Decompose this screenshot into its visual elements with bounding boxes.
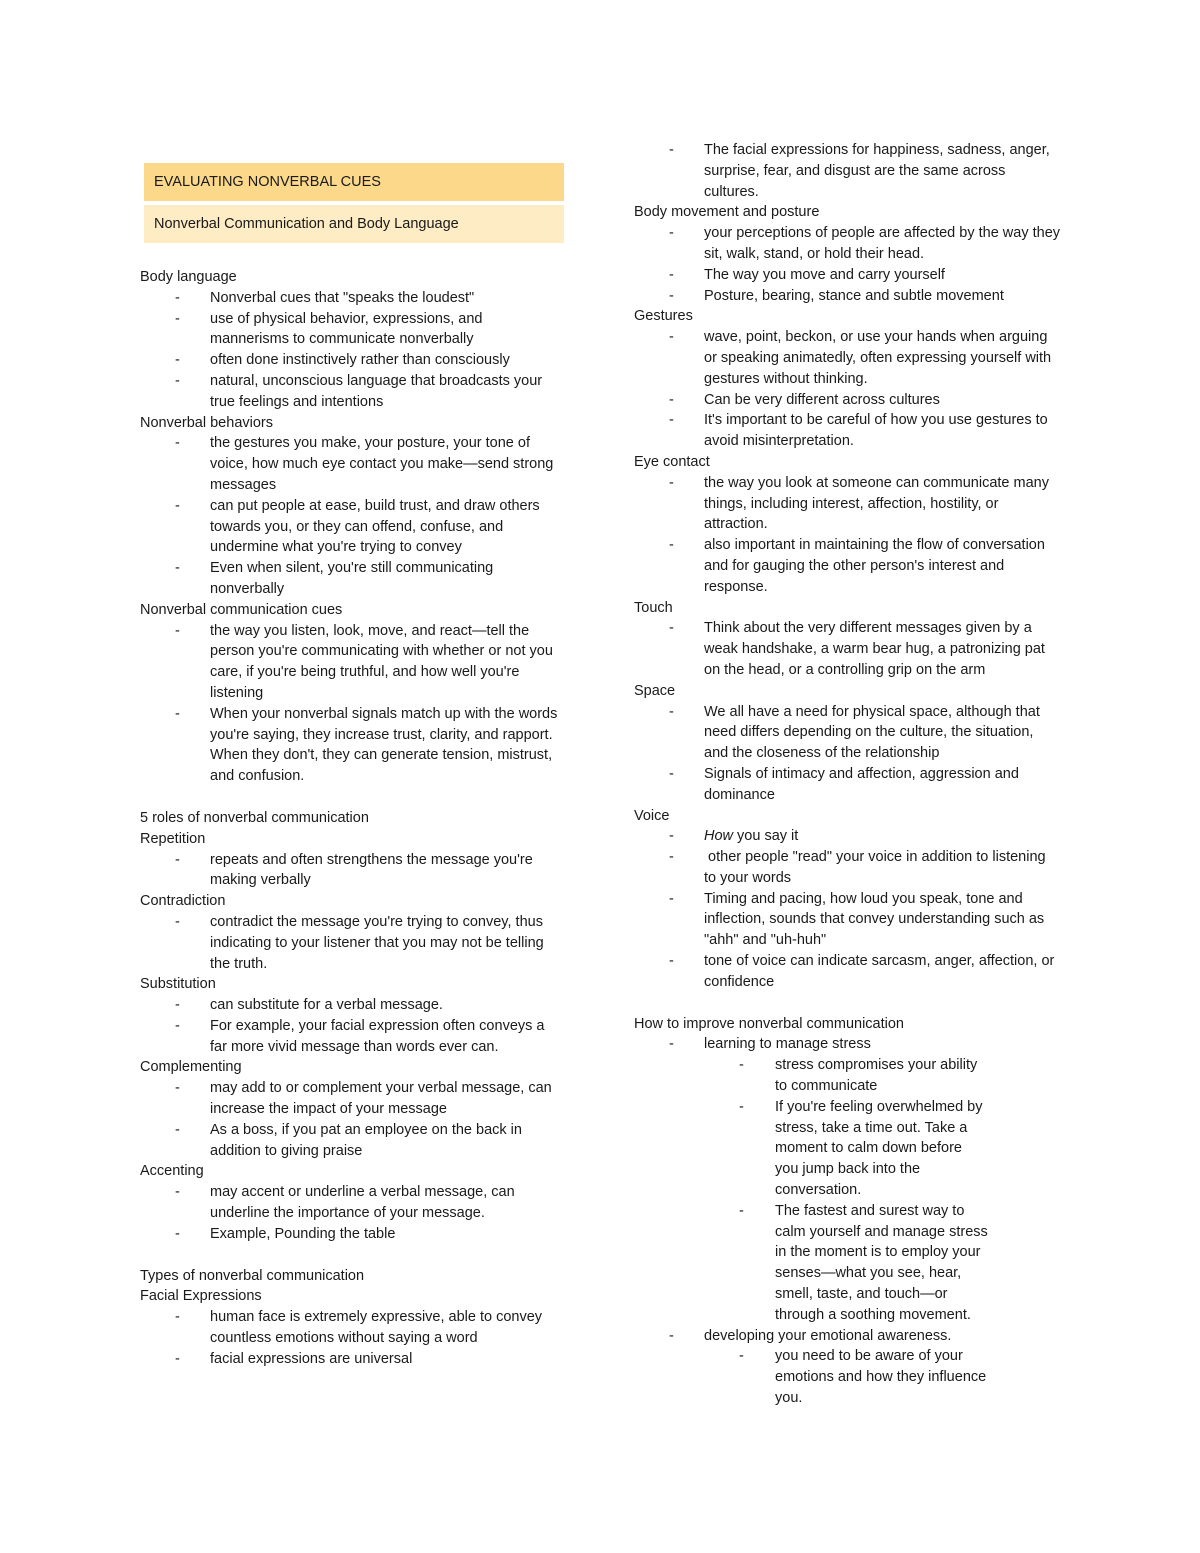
section-heading: Contradiction — [140, 893, 226, 910]
list-item: - other people "read" your voice in addition to listening to your words — [669, 849, 1050, 886]
dash-bullet: - — [669, 142, 674, 158]
section-heading: Nonverbal communication cues — [140, 601, 343, 618]
list-item: - facial expressions are universal — [140, 1349, 560, 1370]
bullet-list — [634, 223, 1074, 306]
dash-bullet: - — [669, 953, 674, 970]
dash-bullet: - — [739, 1202, 744, 1219]
section-heading: Repetition — [140, 830, 206, 847]
dash-bullet: - — [669, 225, 674, 242]
sub-list-item: - The fastest and surest way to calm yourself and manage stress in the moment is to employ your senses—what you see, hear, smell, taste, and touch—or through a soothing movement. — [739, 1202, 988, 1323]
list-item: - natural, unconscious language that broadcasts your true feelings and intentions — [175, 372, 543, 410]
section-heading: Gestures — [634, 308, 693, 325]
list-item: - It's important to be careful of how you use gestures to avoid misinterpretation. — [669, 412, 1048, 450]
dash-bullet: - — [669, 412, 674, 429]
dash-bullet: - — [175, 435, 180, 452]
list-item: - contradict the message you're trying to convey, thus indicating to your listener that you may not be telling the truth. — [175, 913, 544, 972]
dash-bullet: - — [739, 1348, 744, 1365]
list-item: - Signals of intimacy and affection, aggression and dominance — [669, 765, 1019, 803]
section-heading: Body language — [140, 269, 237, 285]
list-item: - Can be very different across cultures — [634, 390, 1060, 411]
bullet-list — [140, 1182, 580, 1244]
bullet-list — [634, 140, 1074, 202]
spacer — [140, 1245, 580, 1266]
list-item: - Timing and pacing, how loud you speak, tone and inflection, sounds that convey understanding such as "ahh" and "uh-huh" — [669, 890, 1045, 949]
list-item: - also important in maintaining the flow of conversation and for gauging the other person's interest and response. — [669, 537, 1045, 595]
dash-bullet: - — [175, 560, 180, 577]
dash-bullet: - — [669, 266, 674, 283]
dash-bullet: - — [175, 1080, 180, 1097]
dash-bullet: - — [175, 913, 180, 930]
section-heading: Eye contact — [634, 453, 710, 470]
dash-bullet: - — [175, 997, 180, 1014]
list-item: - Think about the very different messages given by a weak handshake, a warm bear hug, a patronizing pat on the head, or a controlling grip on the arm — [669, 620, 1045, 678]
bullet-list — [140, 621, 580, 787]
dash-bullet: - — [669, 391, 674, 408]
section-heading: Types of nonverbal communication — [140, 1267, 365, 1284]
section-heading: Voice — [634, 807, 670, 824]
list-item: - Even when silent, you're still communicating nonverbally — [175, 560, 494, 597]
dash-bullet: - — [739, 1098, 744, 1115]
list-item: - Example, Pounding the table — [140, 1224, 560, 1245]
bullet-list — [634, 1034, 1074, 1408]
list-item: - We all have a need for physical space, although that need differs depending on the culture, the situation, and the closeness of the relationship — [669, 703, 1040, 762]
document-title: EVALUATING NONVERBAL CUES — [144, 163, 564, 201]
list-item: - the gestures you make, your posture, your tone of voice, how much eye contact you make—send strong messages — [175, 435, 554, 493]
sub-list-item: - If you're feeling overwhelmed by stress, take a time out. Take a moment to calm down before you jump back into the conversation. — [739, 1098, 983, 1199]
list-item: - learning to manage stress - stress compromises your ability to communicate - If you're feeling overwhelmed by stress, take a time out. Take a moment to calm down before you jump back into the conversation. - The fastest and surest way to calm yourself and manage stress in the moment is to employ your senses—what you see, hear, smell, taste, and touch—or through a soothing movement. — [634, 1034, 1060, 1325]
bullet-list — [634, 826, 1074, 992]
list-item: - repeats and often strengthens the message you're making verbally — [175, 851, 533, 889]
list-item: - your perceptions of people are affected by the way they sit, walk, stand, or hold their head. — [669, 225, 1061, 262]
spacer — [634, 993, 1074, 1014]
list-item: - may add to or complement your verbal message, can increase the impact of your message — [175, 1080, 552, 1118]
section-heading: Touch — [634, 599, 673, 616]
bullet-list — [140, 912, 580, 974]
section-heading: Substitution — [140, 976, 216, 993]
dash-bullet: - — [669, 329, 674, 346]
section-heading: Space — [634, 682, 676, 699]
bullet-list — [634, 618, 1074, 680]
list-item: - wave, point, beckon, or use your hands when arguing or speaking animatedly, often expressing yourself with gestures without thinking. — [669, 329, 1052, 387]
right-column — [634, 140, 1074, 1409]
sub-list-item: - stress compromises your ability to communicate — [739, 1057, 978, 1095]
list-item: - can substitute for a verbal message. — [140, 995, 560, 1016]
sub-bullet-list — [704, 1346, 1060, 1408]
dash-bullet: - — [175, 372, 180, 389]
dash-bullet: - — [669, 1036, 674, 1053]
list-item: - Posture, bearing, stance and subtle movement — [634, 286, 1060, 307]
list-item: - human face is extremely expressive, able to convey countless emotions without saying a word — [175, 1309, 543, 1347]
emphasis-text: How — [704, 828, 734, 845]
document-subtitle: Nonverbal Communication and Body Language — [144, 205, 564, 243]
list-item: - use of physical behavior, expressions, and mannerisms to communicate nonverbally — [175, 310, 483, 348]
section-heading: Body movement and posture — [634, 204, 820, 221]
dash-bullet: - — [739, 1057, 744, 1074]
sub-bullet-list — [704, 1055, 1060, 1325]
bullet-list — [140, 995, 580, 1057]
dash-bullet: - — [175, 1184, 180, 1201]
bullet-list — [140, 850, 580, 892]
dash-bullet: - — [669, 849, 674, 866]
dash-bullet: - — [669, 537, 674, 554]
dash-bullet: - — [175, 1225, 180, 1242]
list-item: - The way you move and carry yourself — [634, 265, 1060, 286]
dash-bullet: - — [175, 310, 180, 327]
bullet-list — [140, 288, 580, 413]
dash-bullet: - — [175, 1350, 180, 1367]
dash-bullet: - — [175, 1309, 180, 1326]
section-heading: Nonverbal behaviors — [140, 414, 273, 431]
dash-bullet: - — [175, 851, 180, 868]
section-heading: Complementing — [140, 1059, 242, 1076]
list-item: - the way you look at someone can communicate many things, including interest, affection, hostility, or attraction. — [669, 474, 1049, 533]
dash-bullet: - — [669, 890, 674, 907]
dash-bullet: - — [669, 703, 674, 720]
list-item: - As a boss, if you pat an employee on the back in addition to giving praise — [175, 1121, 522, 1159]
list-item: - Nonverbal cues that "speaks the loudest" — [140, 288, 560, 309]
dash-bullet: - — [175, 622, 180, 639]
dash-bullet: - — [175, 497, 180, 514]
sub-list-item: - you need to be aware of your emotions and how they influence you. — [739, 1348, 987, 1407]
dash-bullet: - — [669, 474, 674, 491]
section-heading: Facial Expressions — [140, 1288, 262, 1305]
dash-bullet: - — [175, 1121, 180, 1138]
section-heading: How to improve nonverbal communication — [634, 1015, 904, 1032]
list-item: - may accent or underline a verbal message, can underline the importance of your message. — [175, 1184, 515, 1222]
section-heading: Accenting — [140, 1163, 204, 1180]
list-item: - How you say it — [634, 826, 1060, 847]
dash-bullet: - — [669, 1327, 674, 1344]
dash-bullet: - — [175, 1017, 180, 1034]
bullet-list — [140, 433, 580, 599]
dash-bullet: - — [669, 287, 674, 304]
list-item: - The facial expressions for happiness, sadness, anger, surprise, fear, and disgust are the same across cultures. — [669, 142, 1050, 200]
dash-bullet: - — [175, 705, 180, 722]
bullet-list — [634, 702, 1074, 806]
dash-bullet: - — [175, 289, 180, 306]
left-column — [140, 163, 580, 1370]
section-heading: 5 roles of nonverbal communication — [140, 809, 369, 826]
dash-bullet: - — [669, 620, 674, 637]
bullet-list — [140, 1078, 580, 1161]
spacer — [140, 787, 580, 808]
list-item: - For example, your facial expression often conveys a far more vivid message than words ever can. — [175, 1017, 545, 1055]
list-item: - When your nonverbal signals match up with the words you're saying, they increase trust, clarity, and rapport. When they don't, they can generate tension, mistrust, and confusion. — [175, 705, 558, 785]
dash-bullet: - — [175, 352, 180, 369]
bullet-list — [140, 1307, 580, 1369]
list-item: - developing your emotional awareness. - you need to be aware of your emotions and how they influence you. — [634, 1326, 1060, 1409]
bullet-list — [634, 473, 1074, 598]
dash-bullet: - — [669, 765, 674, 782]
list-item: - often done instinctively rather than consciously — [140, 350, 560, 371]
list-item: - tone of voice can indicate sarcasm, anger, affection, or confidence — [669, 953, 1055, 990]
dash-bullet: - — [669, 828, 674, 845]
bullet-list — [634, 327, 1074, 452]
list-item: - can put people at ease, build trust, and draw others towards you, or they can offend, confuse, and undermine what you're trying to convey — [175, 497, 540, 556]
list-item: - the way you listen, look, move, and react—tell the person you're communicating with whether or not you care, if you're being truthful, and how well you're listening — [175, 622, 553, 701]
